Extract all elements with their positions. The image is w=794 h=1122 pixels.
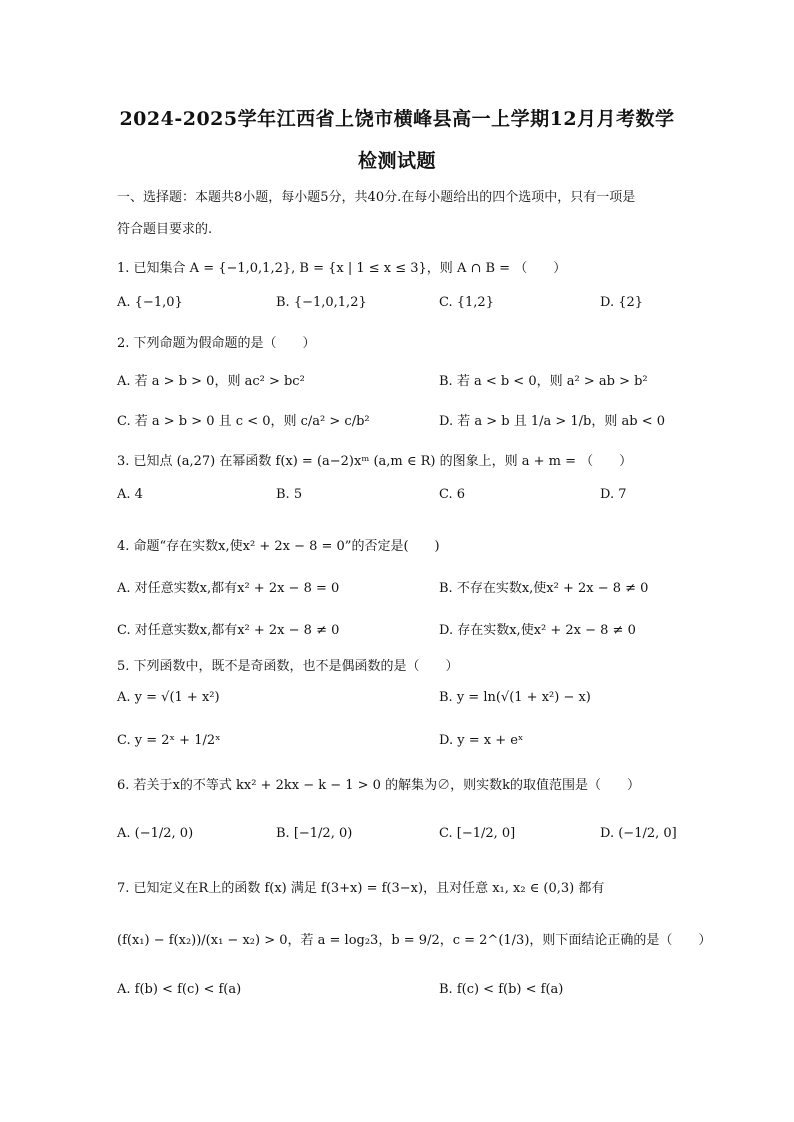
question-3-stem: 3. 已知点 (a,27) 在幂函数 f(x) = (a−2)xᵐ (a,m ∈ R) 的图象上，则 a + m = （ ） (117, 454, 633, 469)
question-4-option-c: C. 对任意实数x,都有x² + 2x − 8 ≠ 0 (117, 623, 340, 638)
question-3-option-c: C. 6 (439, 487, 466, 502)
question-3-option-b: B. 5 (276, 487, 303, 502)
question-2-option-c: C. 若 a > b > 0 且 c < 0，则 c/a² > c/b² (117, 414, 370, 429)
question-2-option-a: A. 若 a > b > 0，则 ac² > bc² (117, 374, 305, 389)
question-5-option-b: B. y = ln(√(1 + x²) − x) (439, 690, 591, 705)
question-4-stem: 4. 命题“存在实数x,使x² + 2x − 8 = 0”的否定是( ) (117, 539, 440, 554)
question-1-option-c: C. {1,2} (439, 295, 494, 310)
question-7-option-a: A. f(b) < f(c) < f(a) (117, 982, 242, 997)
question-4-option-a: A. 对任意实数x,都有x² + 2x − 8 = 0 (117, 581, 340, 596)
exam-title-line1: 2024-2025学年江西省上饶市横峰县高一上学期12月月考数学 (119, 108, 675, 130)
question-3-option-a: A. 4 (117, 487, 143, 502)
question-5-option-a: A. y = √(1 + x²) (117, 690, 220, 705)
question-7-stem: 7. 已知定义在R上的函数 f(x) 满足 f(3+x) = f(3−x)，且对任意 x₁, x₂ ∈ (0,3) 都有 (117, 881, 605, 896)
exam-title-line2: 检测试题 (357, 150, 436, 172)
question-2-option-b: B. 若 a < b < 0，则 a² > ab > b² (439, 374, 648, 389)
question-6-stem: 6. 若关于x的不等式 kx² + 2kx − k − 1 > 0 的解集为∅，则实数k的取值范围是（ ） (117, 778, 640, 793)
question-5-option-c: C. y = 2ˣ + 1/2ˣ (117, 733, 221, 748)
question-5-option-d: D. y = x + eˣ (439, 733, 524, 748)
question-4-option-d: D. 存在实数x,使x² + 2x − 8 ≠ 0 (439, 623, 636, 638)
section-instruction-line1: 一、选择题：本题共8小题，每小题5分，共40分.在每小题给出的四个选项中，只有一项是 (117, 190, 636, 205)
question-2-option-d: D. 若 a > b 且 1/a > 1/b，则 ab < 0 (439, 414, 666, 429)
question-6-option-b: B. [−1/2, 0) (276, 826, 353, 841)
question-1-stem: 1. 已知集合 A = {−1,0,1,2}, B = {x | 1 ≤ x ≤ 3}，则 A ∩ B = （ ） (117, 261, 567, 276)
question-2-stem: 2. 下列命题为假命题的是（ ） (117, 336, 316, 351)
question-3-option-d: D. 7 (600, 487, 627, 502)
question-7-stem-continued: (f(x₁) − f(x₂))/(x₁ − x₂) > 0，若 a = log₂3，b = 9/2，c = 2^(1/3)，则下面结论正确的是（ ） (117, 933, 712, 948)
question-6-option-c: C. [−1/2, 0] (439, 826, 516, 841)
question-1-option-b: B. {−1,0,1,2} (276, 295, 367, 310)
question-4-option-b: B. 不存在实数x,使x² + 2x − 8 ≠ 0 (439, 581, 649, 596)
question-7-option-b: B. f(c) < f(b) < f(a) (439, 982, 564, 997)
section-instruction-line2: 符合题目要求的. (117, 222, 213, 237)
question-6-option-a: A. (−1/2, 0) (117, 826, 194, 841)
question-6-option-d: D. (−1/2, 0] (600, 826, 677, 841)
question-1-option-d: D. {2} (600, 295, 644, 310)
question-1-option-a: A. {−1,0} (117, 295, 183, 310)
question-5-stem: 5. 下列函数中，既不是奇函数，也不是偶函数的是（ ） (117, 659, 459, 674)
